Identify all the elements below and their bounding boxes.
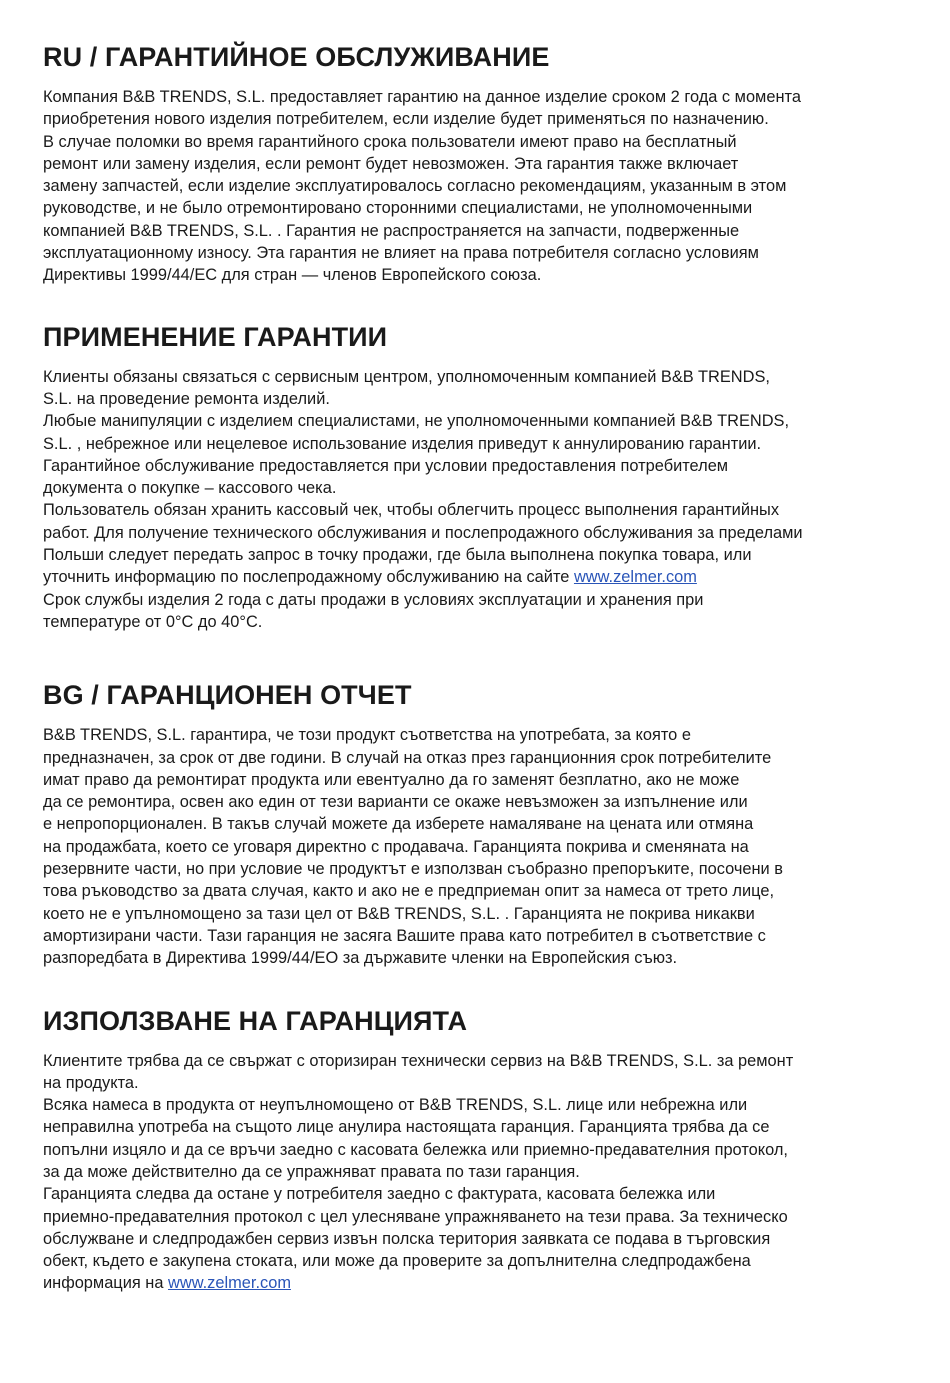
text-line: което не е упълномощено за тази цел от B&B TRENDS, S.L. . Гаранцията не покрива никакви <box>43 904 755 923</box>
section-title-ru-warranty-use: ПРИМЕНЕНИЕ ГАРАНТИИ <box>43 321 388 352</box>
text-line: неправилна употреба на същото лице анулира настоящата гаранция. Гаранцията трябва да се <box>43 1118 770 1137</box>
section-body-bg-warranty <box>43 724 913 969</box>
text-line: приобретения нового изделия потребителем, если изделие будет применяться по назначению. <box>43 110 769 129</box>
text-line: В случае поломки во время гарантийного срока пользователи имеют право на бесплатный <box>43 132 737 151</box>
text-line: на продажбата, което се уговаря директно с продавача. Гаранцията покрива и сменяната на <box>43 837 749 856</box>
text-line: амортизирани части. Тази гаранция не засяга Вашите права като потребител в съответствие с <box>43 926 766 945</box>
text-line: руководстве, и не было отремонтировано сторонними специалистами, не уполномоченными <box>43 199 753 218</box>
text-line: Гарантийное обслуживание предоставляется при условии предоставления потребителем <box>43 456 729 475</box>
text-line: попълни изцяло и да се връчи заедно с касовата бележка или приемно-предавателния протокол, <box>43 1140 788 1159</box>
text-line: ремонт или замену изделия, если ремонт будет невозможен. Эта гарантия также включает <box>43 154 739 173</box>
text-line: Директивы 1999/44/ЕС для стран — членов Европейского союза. <box>43 266 542 285</box>
text-fragment: уточнить информацию по послепродажному обслуживанию на сайте <box>43 568 574 587</box>
text-line: температуре от 0°C до 40°C. <box>43 612 263 631</box>
text-line: S.L. на проведение ремонта изделий. <box>43 389 330 408</box>
zelmer-website-link[interactable]: www.zelmer.com <box>573 568 697 587</box>
text-line: компанией B&B TRENDS, S.L. . Гарантия не распространяется на запчасти, подверженные <box>43 221 740 240</box>
text-line: Срок службы изделия 2 года с даты продажи в условиях эксплуатации и хранения при <box>43 590 704 609</box>
text-line: Гаранцията следва да остане у потребителя заедно с фактурата, касовата бележка или <box>43 1185 716 1204</box>
document-page <box>43 40 913 1295</box>
text-fragment: информация на <box>43 1274 169 1293</box>
text-line: е непропорционален. В такъв случай можете да изберете намаляване на цената или отмяна <box>43 815 754 834</box>
text-line: на продукта. <box>43 1073 139 1092</box>
text-line: B&B TRENDS, S.L. гарантира, че този продукт съответства на употребата, за която е <box>43 726 691 745</box>
text-line: разпоредбата в Директива 1999/44/ЕО за държавите членки на Европейския съюз. <box>43 949 678 968</box>
text-line: резервните части, но при условие че продуктът е използван съобразно препоръките, посочени в <box>43 860 783 879</box>
text-line: Любые манипуляции с изделием специалистами, не уполномоченными компанией B&B TRENDS, <box>43 412 790 431</box>
text-line: Пользователь обязан хранить кассовый чек, чтобы облегчить процесс выполнения гарантийных <box>43 501 780 520</box>
text-line: обект, където е закупена стоката, или може да проверите за допълнителна следпродажбена <box>43 1252 751 1271</box>
section-title-ru-warranty: RU / ГАРАНТИЙНОЕ ОБСЛУЖИВАНИЕ <box>43 42 550 72</box>
text-line: Всяка намеса в продукта от неупълномощено от B&B TRENDS, S.L. лице или небрежна или <box>43 1096 748 1115</box>
text-line: това ръководство за двата случая, както и ако не е предприеман опит за намеса от трето лице, <box>43 882 775 901</box>
text-line: да се ремонтира, освен ако един от тези варианти се окаже невъзможен за изпълнение или <box>43 793 748 812</box>
text-line: приемно-предавателния протокол с цел улесняване упражняването на тези права. За техническо <box>43 1207 788 1226</box>
text-line: Польши следует передать запрос в точку продажи, где была выполнена покупка товара, или <box>43 546 752 565</box>
text-line: эксплуатационному износу. Эта гарантия не влияет на права потребителя согласно условиям <box>43 244 759 263</box>
section-body-ru-warranty <box>43 86 913 287</box>
text-line: имат право да ремонтират продукта или евентуално да го заменят безплатно, ако не може <box>43 770 740 789</box>
text-line: Клиенты обязаны связаться с сервисным центром, уполномоченным компанией B&B TRENDS, <box>43 367 770 386</box>
text-line: обслужване и следпродажбен сервиз извън полска територия заявката се подава в търговския <box>43 1229 771 1248</box>
section-title-bg-warranty: BG / ГАРАНЦИОНЕН ОТЧЕТ <box>43 680 412 711</box>
zelmer-website-link[interactable]: www.zelmer.com <box>168 1274 291 1293</box>
text-line-with-link <box>43 566 913 588</box>
text-line: замену запчастей, если изделие эксплуатировалось согласно рекомендациям, указанным в этом <box>43 177 787 196</box>
text-line: Компания B&B TRENDS, S.L. предоставляет гарантию на данное изделие сроком 2 года с момента <box>43 88 801 106</box>
section-body-ru-warranty-use <box>43 366 913 634</box>
text-line-with-link <box>43 1272 913 1294</box>
text-line: предназначен, за срок от две години. В случай на отказ през гаранционния срок потребителите <box>43 748 772 767</box>
text-line: Клиентите трябва да се свържат с оторизиран технически сервиз на B&B TRENDS, S.L. за ремонт <box>43 1051 794 1070</box>
section-body-bg-warranty-use <box>43 1050 913 1295</box>
text-line: работ. Для получение технического обслуживания и послепродажного обслуживания за пределами <box>43 523 803 542</box>
text-line: документа о покупке – кассового чека. <box>43 479 337 498</box>
text-line: S.L. , небрежное или нецелевое использование изделия приведут к аннулированию гарантии. <box>43 434 762 453</box>
text-line: за да може действително да се упражняват правата по тази гаранция. <box>43 1162 580 1181</box>
section-title-bg-warranty-use: ИЗПОЛЗВАНЕ НА ГАРАНЦИЯТА <box>43 1005 468 1036</box>
